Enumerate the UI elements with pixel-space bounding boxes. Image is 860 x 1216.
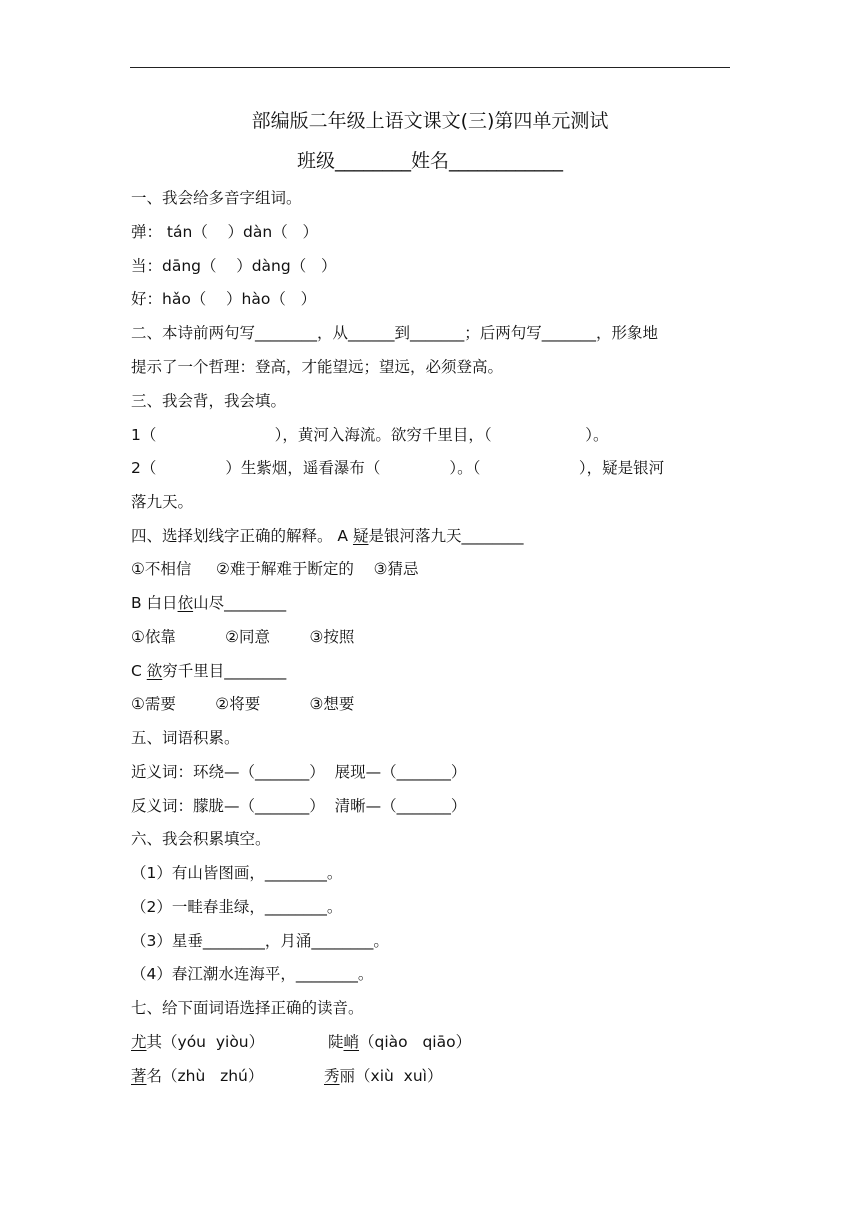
q5-synonyms: 近义词：环绕—（_______） 展现—（_______）: [131, 763, 467, 781]
page-title: 部编版二年级上语文课文(三)第四单元测试: [251, 110, 609, 132]
q7-word-4: [324, 1066, 442, 1086]
q7-w2-underlined-char: 峭: [343, 1033, 360, 1051]
q1-line-3: 好：hǎo（ ）hào（ ）: [131, 290, 317, 308]
q7-w3-underlined-char: 著: [131, 1067, 147, 1085]
section-1-heading: 一、我会给多音字组词。: [131, 189, 302, 207]
q4-c-post: 穷千里目________: [162, 662, 287, 680]
q6-line-1: （1）有山皆图画，________。: [131, 864, 343, 882]
q2-line-1: 二、本诗前两句写________，从______到_______；后两句写_______，形象地: [131, 324, 659, 342]
q7-w2-text: （qiào qiāo）: [359, 1033, 472, 1051]
q3-line-2: 2（ ）生紫烟，遥看瀑布（ ）。（ ），疑是银河: [131, 459, 665, 477]
q4-b-pre: B 白日: [131, 594, 178, 612]
class-name-line: 班级________姓名____________: [296, 150, 563, 172]
q4-b-post: 山尽________: [193, 594, 287, 612]
q4-c-question: [131, 661, 286, 681]
q4-c-underlined-char: 欲: [146, 662, 163, 680]
q7-word-1: [131, 1032, 264, 1052]
q7-word-3: [131, 1066, 263, 1086]
q7-w1-text: 其（yóu yiòu）: [146, 1033, 265, 1051]
q4-a-options: ①不相信 ②难于解难于断定的 ③猜忌: [131, 560, 419, 578]
header-rule: [130, 67, 730, 68]
section-6-heading: 六、我会积累填空。: [131, 830, 271, 848]
q3-line-1: 1（ ），黄河入海流。欲穷千里目，（ ）。: [131, 426, 609, 444]
q7-w4-text: 丽（xiù xuì）: [339, 1067, 443, 1085]
q7-w1-underlined-char: 尤: [131, 1033, 147, 1051]
q1-line-2: 当：dāng（ ）dàng（ ）: [131, 257, 337, 275]
section-3-heading: 三、我会背，我会填。: [131, 392, 287, 410]
section-7-heading: 七、给下面词语选择正确的读音。: [131, 999, 364, 1017]
q4-b-options: ①依靠 ②同意 ③按照: [131, 628, 355, 646]
q3-line-3: 落九天。: [131, 493, 194, 511]
q7-w2-pre: 陡: [328, 1033, 344, 1051]
q6-line-2: （2）一畦春韭绿，________。: [131, 898, 343, 916]
q6-line-3: （3）星垂________，月涌________。: [131, 932, 389, 950]
q4-c-options: ①需要 ②将要 ③想要: [131, 695, 355, 713]
q2-line-2: 提示了一个哲理：登高，才能望远；望远，必须登高。: [131, 358, 504, 376]
q4-b-underlined-char: 依: [177, 594, 194, 612]
q4-heading-text: 四、选择划线字正确的解释。 A: [131, 527, 353, 545]
q4-a-underlined-char: 疑: [352, 527, 369, 545]
section-4-heading: [131, 526, 524, 546]
q6-line-4: （4）春江潮水连海平，________。: [131, 965, 374, 983]
q4-b-question: [131, 593, 286, 613]
q7-w3-text: 名（zhù zhú）: [146, 1067, 264, 1085]
q5-antonyms: 反义词：朦胧—（_______） 清晰—（_______）: [131, 797, 467, 815]
q7-w4-underlined-char: 秀: [324, 1067, 340, 1085]
q7-word-2: [328, 1032, 471, 1052]
q1-line-1: 弹： tán（ ）dàn（ ）: [131, 223, 318, 241]
q4-a-text: 是银河落九天________: [368, 527, 524, 545]
q4-c-pre: C: [131, 662, 147, 680]
section-5-heading: 五、词语积累。: [131, 729, 240, 747]
